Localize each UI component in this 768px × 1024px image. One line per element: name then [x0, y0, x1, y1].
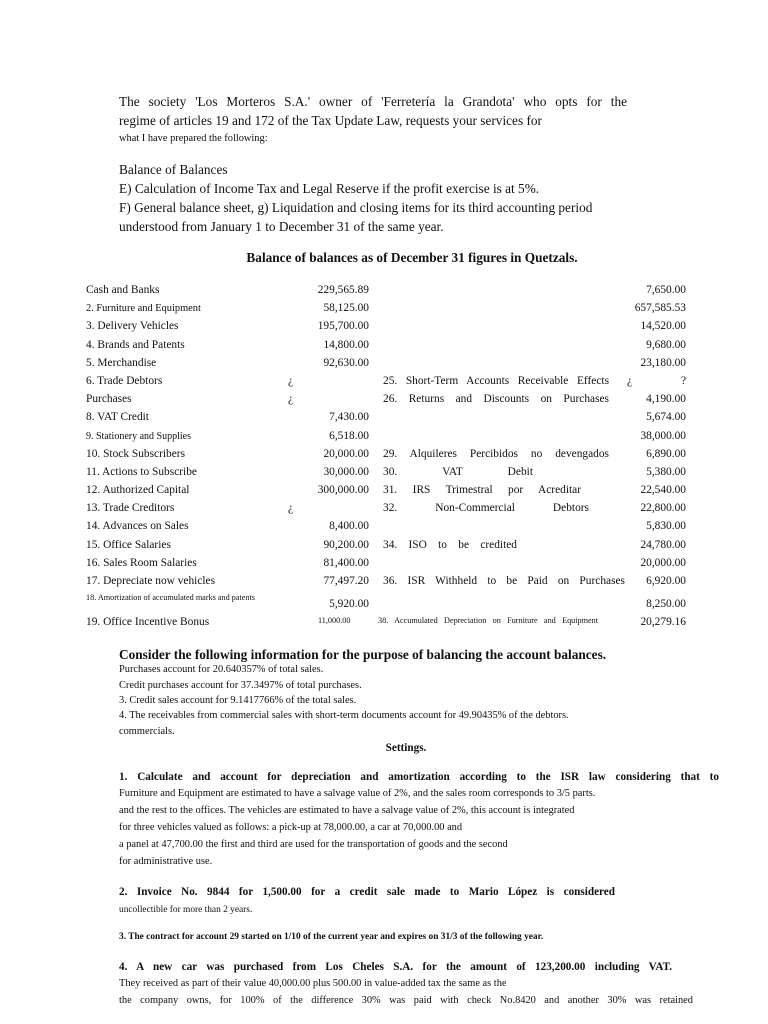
row-label: 9. Stationery and Supplies: [86, 430, 191, 442]
setting-1-line-5: a panel at 47,700.00 the first and third are used for the transportation of goods and the second: [119, 839, 508, 850]
row-debit-value: 7,430.00: [329, 411, 369, 424]
task-e: E) Calculation of Income Tax and Legal Reserve if the profit exercise is at 5%.: [119, 181, 540, 196]
row-label: 3. Delivery Vehicles: [86, 320, 179, 333]
row-credit-value: 23,180.00: [640, 356, 686, 369]
table-row: [86, 411, 686, 429]
settings-heading: Settings.: [385, 742, 427, 754]
row-debit-value: 195,700.00: [317, 320, 369, 333]
table-row: [86, 466, 686, 484]
table-row: [86, 484, 686, 502]
row-label: 18. Amortization of accumulated marks and patents: [86, 593, 255, 603]
setting-1-line-4: for three vehicles valued as follows: a pick-up at 78,000.00, a car at 70,000.00 and: [119, 822, 463, 833]
table-row: [86, 302, 686, 320]
table-row: [86, 557, 686, 575]
row-label: 4. Brands and Patents: [86, 338, 185, 351]
row-credit-value: 5,674.00: [646, 411, 686, 424]
row-debit-value: 300,000.00: [317, 484, 369, 497]
setting-1-line-3: and the rest to the offices. The vehicles are estimated to have a salvage value of 2%, this account is integrated: [119, 805, 575, 816]
table-row: [86, 448, 686, 466]
setting-2-heading: 2. Invoice No. 9844 for 1,500.00 for a credit sale made to Mario López is considered: [119, 886, 615, 898]
consider-heading: Consider the following information for the purpose of balancing the account balances.: [119, 647, 607, 662]
row-debit-value: 6,518.00: [329, 429, 369, 442]
setting-4-line-3: the company owns, for 100% of the difference 30% was paid with check No.8420 and another 30% was retained: [119, 995, 693, 1006]
row-credit-value: 5,380.00: [646, 465, 686, 478]
task-period: understood from January 1 to December 31 of the same year.: [119, 219, 444, 234]
table-row: [86, 430, 686, 448]
row-credit-value: 38,000.00: [640, 429, 686, 442]
table-title: Balance of balances as of December 31 figures in Quetzals.: [246, 250, 578, 265]
table-row: [86, 502, 686, 520]
consider-line-1: Purchases account for 20.640357% of total sales.: [119, 664, 324, 675]
row-debit-value: 77,497.20: [323, 575, 369, 587]
row-credit-value: 22,800.00: [640, 502, 686, 515]
row-debit-value: 92,630.00: [323, 356, 369, 369]
row-label: 17. Depreciate now vehicles: [86, 575, 216, 587]
consider-line-3: 3. Credit sales account for 9.1417766% of the total sales.: [119, 695, 357, 706]
row-label: 2. Furniture and Equipment: [86, 303, 201, 315]
row-mid-label: 29. Alquileres Percibidos no devengados: [383, 447, 609, 460]
table-row: [86, 357, 686, 375]
row-label: 15. Office Salaries: [86, 538, 171, 551]
row-credit-value: 20,279.16: [640, 616, 686, 629]
table-row: [86, 339, 686, 357]
row-debit-value: 14,800.00: [323, 338, 369, 351]
row-label: Purchases: [86, 393, 132, 406]
row-credit-value: 14,520.00: [640, 320, 686, 333]
row-mid-label: 34. ISO to be credited: [383, 538, 517, 551]
row-credit-value: 9,680.00: [646, 338, 686, 351]
row-credit-value: 5,830.00: [646, 520, 686, 533]
row-credit-value: 22,540.00: [640, 484, 686, 497]
row-mid-label: 38. Accumulated Depreciation on Furniture and Equipment: [378, 616, 598, 626]
row-label: Cash and Banks: [86, 284, 160, 296]
row-credit-value: ?: [680, 374, 686, 387]
row-mid-label: 36. ISR Withheld to be Paid on Purchases: [383, 575, 625, 587]
row-label: 19. Office Incentive Bonus: [86, 616, 210, 629]
row-debit-value: 90,200.00: [323, 538, 369, 551]
intro-line-3: what I have prepared the following:: [119, 133, 268, 144]
task-balance-of-balances: Balance of Balances: [119, 162, 228, 177]
row-credit-value: 657,585.53: [634, 302, 686, 315]
row-mid-label: 26. Returns and Discounts on Purchases: [383, 393, 609, 406]
row-label: 11. Actions to Subscribe: [86, 465, 197, 478]
row-credit-value: 4,190.00: [646, 393, 686, 406]
row-unknown-mark: ¿: [288, 393, 294, 406]
setting-1-line-6: for administrative use.: [119, 856, 213, 867]
table-row: [86, 284, 686, 302]
row-debit-value: 5,920.00: [329, 598, 369, 611]
setting-1-heading: 1. Calculate and account for depreciation and amortization according to the ISR law considering that to: [119, 771, 719, 783]
balance-table: [86, 284, 686, 631]
row-mid-label: 31. IRS Trimestral por Acreditar: [383, 484, 581, 497]
setting-4-line-2: They received as part of their value 40,000.00 plus 500.00 in value-added tax the same as the: [119, 978, 507, 989]
row-debit-value: 8,400.00: [329, 520, 369, 533]
row-label: 8. VAT Credit: [86, 411, 149, 424]
row-debit-value: 229,565.89: [317, 284, 369, 296]
table-row: [86, 375, 686, 393]
row-unknown-mark: ¿: [288, 502, 294, 515]
setting-2-line-2: uncollectible for more than 2 years.: [119, 905, 253, 915]
row-credit-value: 7,650.00: [646, 284, 686, 296]
row-label: 14. Advances on Sales: [86, 520, 189, 533]
table-row: [86, 320, 686, 338]
table-row: [86, 520, 686, 538]
row-unknown-mark: ¿: [288, 374, 294, 387]
row-mid-label: 30. VAT Debit: [383, 465, 533, 478]
row-debit-value: 81,400.00: [323, 556, 369, 569]
row-credit-value: 6,920.00: [646, 575, 686, 587]
row-unknown-mark: ¿: [627, 374, 633, 387]
row-mid-label: 32. Non-Commercial Debtors: [383, 502, 589, 515]
row-debit-value: 11,000.00: [318, 616, 351, 626]
row-label: 13. Trade Creditors: [86, 502, 175, 515]
row-credit-value: 6,890.00: [646, 447, 686, 460]
row-credit-value: 20,000.00: [640, 556, 686, 569]
setting-3: 3. The contract for account 29 started on 1/10 of the current year and expires on 31/3 of the following year.: [119, 932, 544, 942]
table-row: [86, 539, 686, 557]
row-debit-value: 30,000.00: [323, 465, 369, 478]
row-debit-value: 20,000.00: [323, 447, 369, 460]
setting-1-line-2: Furniture and Equipment are estimated to have a salvage value of 2%, and the sales room corresponds to 3/5 parts.: [119, 788, 596, 799]
table-row: [86, 393, 686, 411]
consider-line-4: 4. The receivables from commercial sales with short-term documents account for 49.90435% of the debtors.: [119, 710, 569, 721]
row-mid-label: 25. Short-Term Accounts Receivable Effects: [383, 374, 609, 387]
table-row: [86, 593, 686, 613]
row-label: 12. Authorized Capital: [86, 484, 190, 497]
row-label: 5. Merchandise: [86, 356, 157, 369]
consider-line-5: commercials.: [119, 726, 175, 737]
row-label: 6. Trade Debtors: [86, 374, 163, 387]
intro-line-1: The society 'Los Morteros S.A.' owner of 'Ferretería la Grandota' who opts for the: [119, 94, 627, 109]
row-debit-value: 58,125.00: [323, 302, 369, 315]
row-label: 16. Sales Room Salaries: [86, 556, 197, 569]
row-credit-value: 24,780.00: [640, 538, 686, 551]
setting-4-heading: 4. A new car was purchased from Los Cheles S.A. for the amount of 123,200.00 including VAT.: [119, 961, 672, 973]
intro-line-2: regime of articles 19 and 172 of the Tax Update Law, requests your services for: [119, 113, 542, 128]
table-row: [86, 613, 686, 631]
consider-line-2: Credit purchases account for 37.3497% of total purchases.: [119, 680, 362, 691]
row-credit-value: 8,250.00: [646, 598, 686, 611]
table-row: [86, 575, 686, 593]
task-f: F) General balance sheet, g) Liquidation and closing items for its third accounting period: [119, 200, 593, 215]
row-label: 10. Stock Subscribers: [86, 447, 186, 460]
